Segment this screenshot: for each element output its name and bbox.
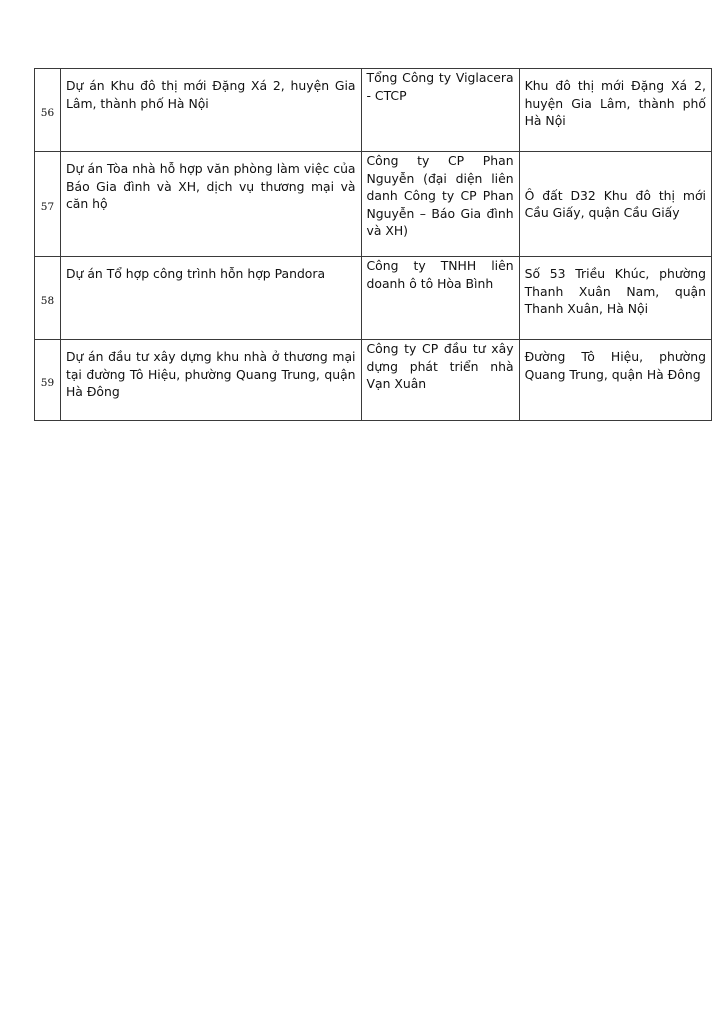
project-name-cell: Dự án đầu tư xây dựng khu nhà ở thương mại tại đường Tô Hiệu, phường Quang Trung, quận Hà Đông bbox=[60, 340, 361, 421]
row-number-cell bbox=[35, 257, 61, 340]
table-row bbox=[35, 340, 712, 421]
project-name-cell: Dự án Khu đô thị mới Đặng Xá 2, huyện Gia Lâm, thành phố Hà Nội bbox=[60, 69, 361, 152]
row-number: 59 bbox=[40, 377, 55, 390]
location-cell: Ô đất D32 Khu đô thị mới Cầu Giấy, quận Cầu Giấy bbox=[519, 152, 711, 257]
table-row bbox=[35, 69, 712, 152]
project-table bbox=[34, 68, 712, 421]
row-number-cell bbox=[35, 69, 61, 152]
row-number: 58 bbox=[40, 295, 55, 308]
row-number: 57 bbox=[40, 201, 55, 214]
table-row bbox=[35, 152, 712, 257]
location-cell: Khu đô thị mới Đặng Xá 2, huyện Gia Lâm, thành phố Hà Nội bbox=[519, 69, 711, 152]
location-cell: Số 53 Triều Khúc, phường Thanh Xuân Nam, quận Thanh Xuân, Hà Nội bbox=[519, 257, 711, 340]
table-row bbox=[35, 257, 712, 340]
location-cell: Đường Tô Hiệu, phường Quang Trung, quận Hà Đông bbox=[519, 340, 711, 421]
investor-cell: Tổng Công ty Viglacera - CTCP bbox=[361, 69, 519, 152]
project-name-cell: Dự án Tổ hợp công trình hỗn hợp Pandora bbox=[60, 257, 361, 340]
row-number-cell bbox=[35, 152, 61, 257]
row-number-cell bbox=[35, 340, 61, 421]
investor-cell: Công ty CP đầu tư xây dựng phát triển nhà Vạn Xuân bbox=[361, 340, 519, 421]
project-name-cell: Dự án Tòa nhà hỗ hợp văn phòng làm việc của Báo Gia đình và XH, dịch vụ thương mại và căn hộ bbox=[60, 152, 361, 257]
investor-cell: Công ty TNHH liên doanh ô tô Hòa Bình bbox=[361, 257, 519, 340]
investor-cell: Công ty CP Phan Nguyễn (đại diện liên danh Công ty CP Phan Nguyễn – Báo Gia đình và XH) bbox=[361, 152, 519, 257]
row-number: 56 bbox=[40, 107, 55, 120]
